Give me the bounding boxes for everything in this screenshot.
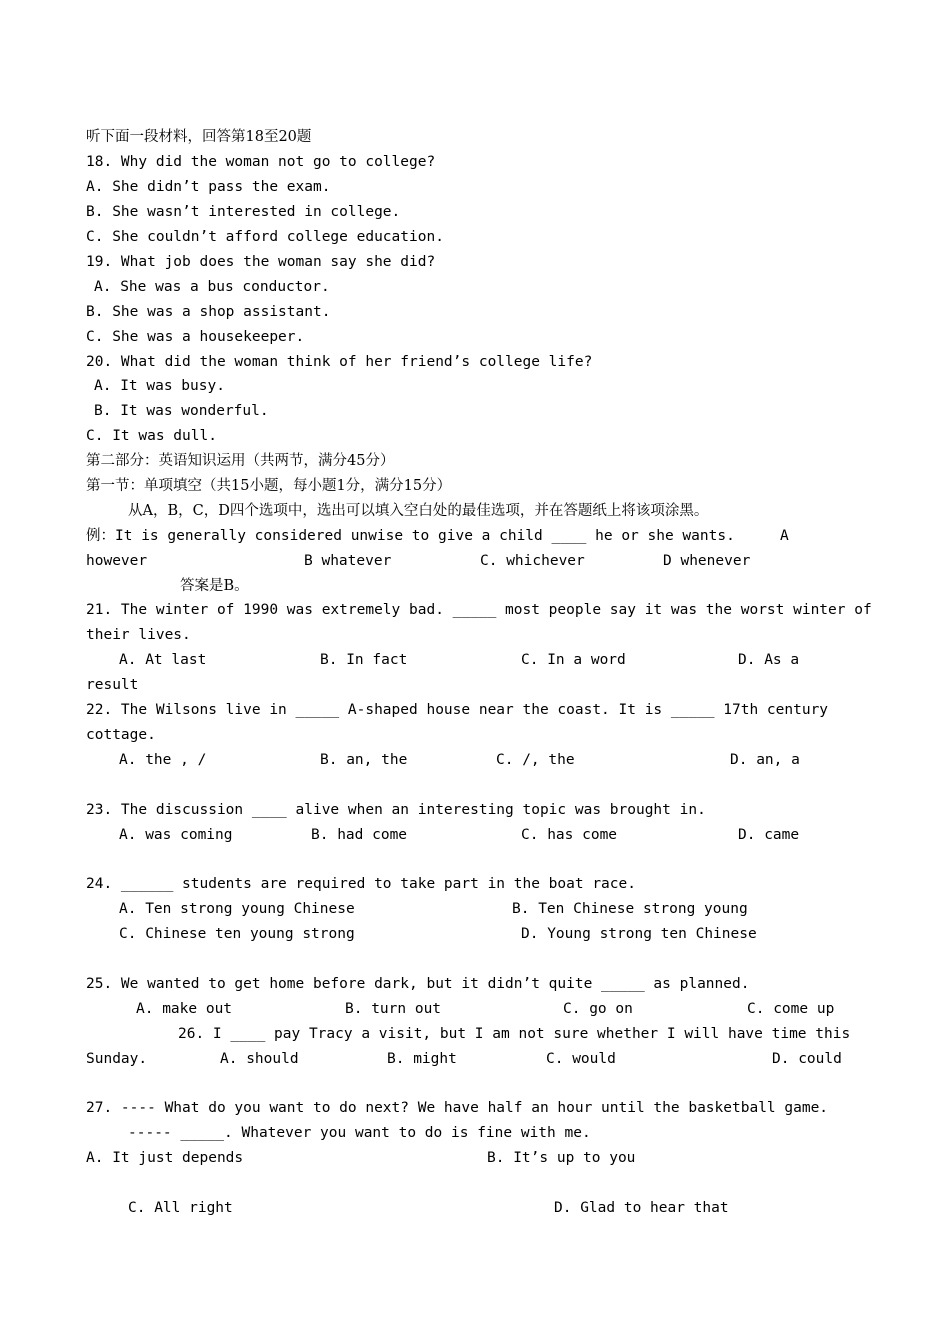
question-27-option-d: D. Glad to hear that: [554, 1200, 729, 1216]
question-21-stem-line-1: 21. The winter of 1990 was extremely bad. _____ most people say it was the worst winter of: [86, 602, 872, 618]
question-22-option-d: D. an, a: [730, 752, 800, 768]
example-answer: 答案是B。: [180, 578, 249, 594]
question-21-option-c: C. In a word: [521, 652, 626, 668]
question-18-option-a: A. She didn’t pass the exam.: [86, 179, 331, 195]
question-19-option-b: B. She was a shop assistant.: [86, 304, 331, 320]
section-heading-listening: 听下面一段材料，回答第18至20题: [86, 129, 312, 145]
question-20-option-c: C. It was dull.: [86, 428, 217, 444]
question-24-option-d: D. Young strong ten Chinese: [521, 926, 757, 942]
question-23-option-b: B. had come: [311, 827, 408, 843]
question-26-option-c: C. would: [546, 1051, 616, 1067]
question-22-option-a: A. the , /: [119, 752, 207, 768]
question-27-line-1: 27. ---- What do you want to do next? We have half an hour until the basketball game.: [86, 1100, 829, 1116]
question-24-option-a: A. Ten strong young Chinese: [119, 901, 355, 917]
question-22-option-c: C. /, the: [496, 752, 575, 768]
question-25-option-d: C. come up: [747, 1001, 835, 1017]
question-24-option-c: C. Chinese ten young strong: [119, 926, 355, 942]
question-19-option-c: C. She was a housekeeper.: [86, 329, 305, 345]
question-27-option-a: A. It just depends: [86, 1150, 244, 1166]
question-24-stem: 24. ______ students are required to take part in the boat race.: [86, 876, 636, 892]
question-20-option-b: B. It was wonderful.: [94, 403, 269, 419]
question-18-stem: 18. Why did the woman not go to college?: [86, 154, 436, 170]
question-27-line-2: ----- _____. Whatever you want to do is fine with me.: [128, 1125, 591, 1141]
example-option-c: C. whichever: [480, 553, 585, 569]
example-stem: 例：It is generally considered unwise to give a child ____ he or she wants.: [86, 528, 735, 544]
question-26-option-d: D. could: [772, 1051, 842, 1067]
question-19-stem: 19. What job does the woman say she did?: [86, 254, 436, 270]
question-23-option-c: C. has come: [521, 827, 618, 843]
question-26-option-b: B. might: [387, 1051, 457, 1067]
question-22-stem-line-1: 22. The Wilsons live in _____ A-shaped house near the coast. It is _____ 17th century: [86, 702, 829, 718]
example-option-d: D whenever: [663, 553, 751, 569]
example-option-b: B whatever: [304, 553, 392, 569]
question-21-option-d-continued: result: [86, 677, 139, 693]
question-22-option-b: B. an, the: [320, 752, 408, 768]
question-18-option-c: C. She couldn’t afford college education.: [86, 229, 444, 245]
question-21-stem-line-2: their lives.: [86, 627, 191, 643]
question-25-option-a: A. make out: [136, 1001, 233, 1017]
question-25-option-b: B. turn out: [345, 1001, 442, 1017]
question-26-option-a: A. should: [220, 1051, 299, 1067]
question-23-option-a: A. was coming: [119, 827, 233, 843]
question-23-stem: 23. The discussion ____ alive when an interesting topic was brought in.: [86, 802, 706, 818]
section-instructions: 从A，B，C，D四个选项中，选出可以填入空白处的最佳选项，并在答题纸上将该项涂黑。: [128, 503, 709, 519]
question-21-option-b: B. In fact: [320, 652, 408, 668]
question-26-stem-line-1: 26. I ____ pay Tracy a visit, but I am not sure whether I will have time this: [178, 1026, 851, 1042]
question-21-option-a: A. At last: [119, 652, 207, 668]
question-25-stem: 25. We wanted to get home before dark, but it didn’t quite _____ as planned.: [86, 976, 750, 992]
question-23-option-d: D. came: [738, 827, 800, 843]
section-one-title: 第一节：单项填空（共15小题，每小题1分，满分15分）: [86, 478, 452, 494]
example-option-a-letter: A: [780, 528, 789, 544]
question-20-option-a: A. It was busy.: [94, 378, 225, 394]
part-two-title: 第二部分：英语知识运用（共两节，满分45分）: [86, 453, 395, 469]
question-27-option-c: C. All right: [128, 1200, 233, 1216]
question-19-option-a: A. She was a bus conductor.: [94, 279, 330, 295]
question-20-stem: 20. What did the woman think of her friend’s college life?: [86, 354, 593, 370]
question-21-option-d: D. As a: [738, 652, 800, 668]
question-26-stem-line-2: Sunday.: [86, 1051, 148, 1067]
question-27-option-b: B. It’s up to you: [487, 1150, 636, 1166]
example-option-a-word: however: [86, 553, 148, 569]
question-18-option-b: B. She wasn’t interested in college.: [86, 204, 401, 220]
question-25-option-c: C. go on: [563, 1001, 633, 1017]
question-24-option-b: B. Ten Chinese strong young: [512, 901, 748, 917]
question-22-stem-line-2: cottage.: [86, 727, 156, 743]
